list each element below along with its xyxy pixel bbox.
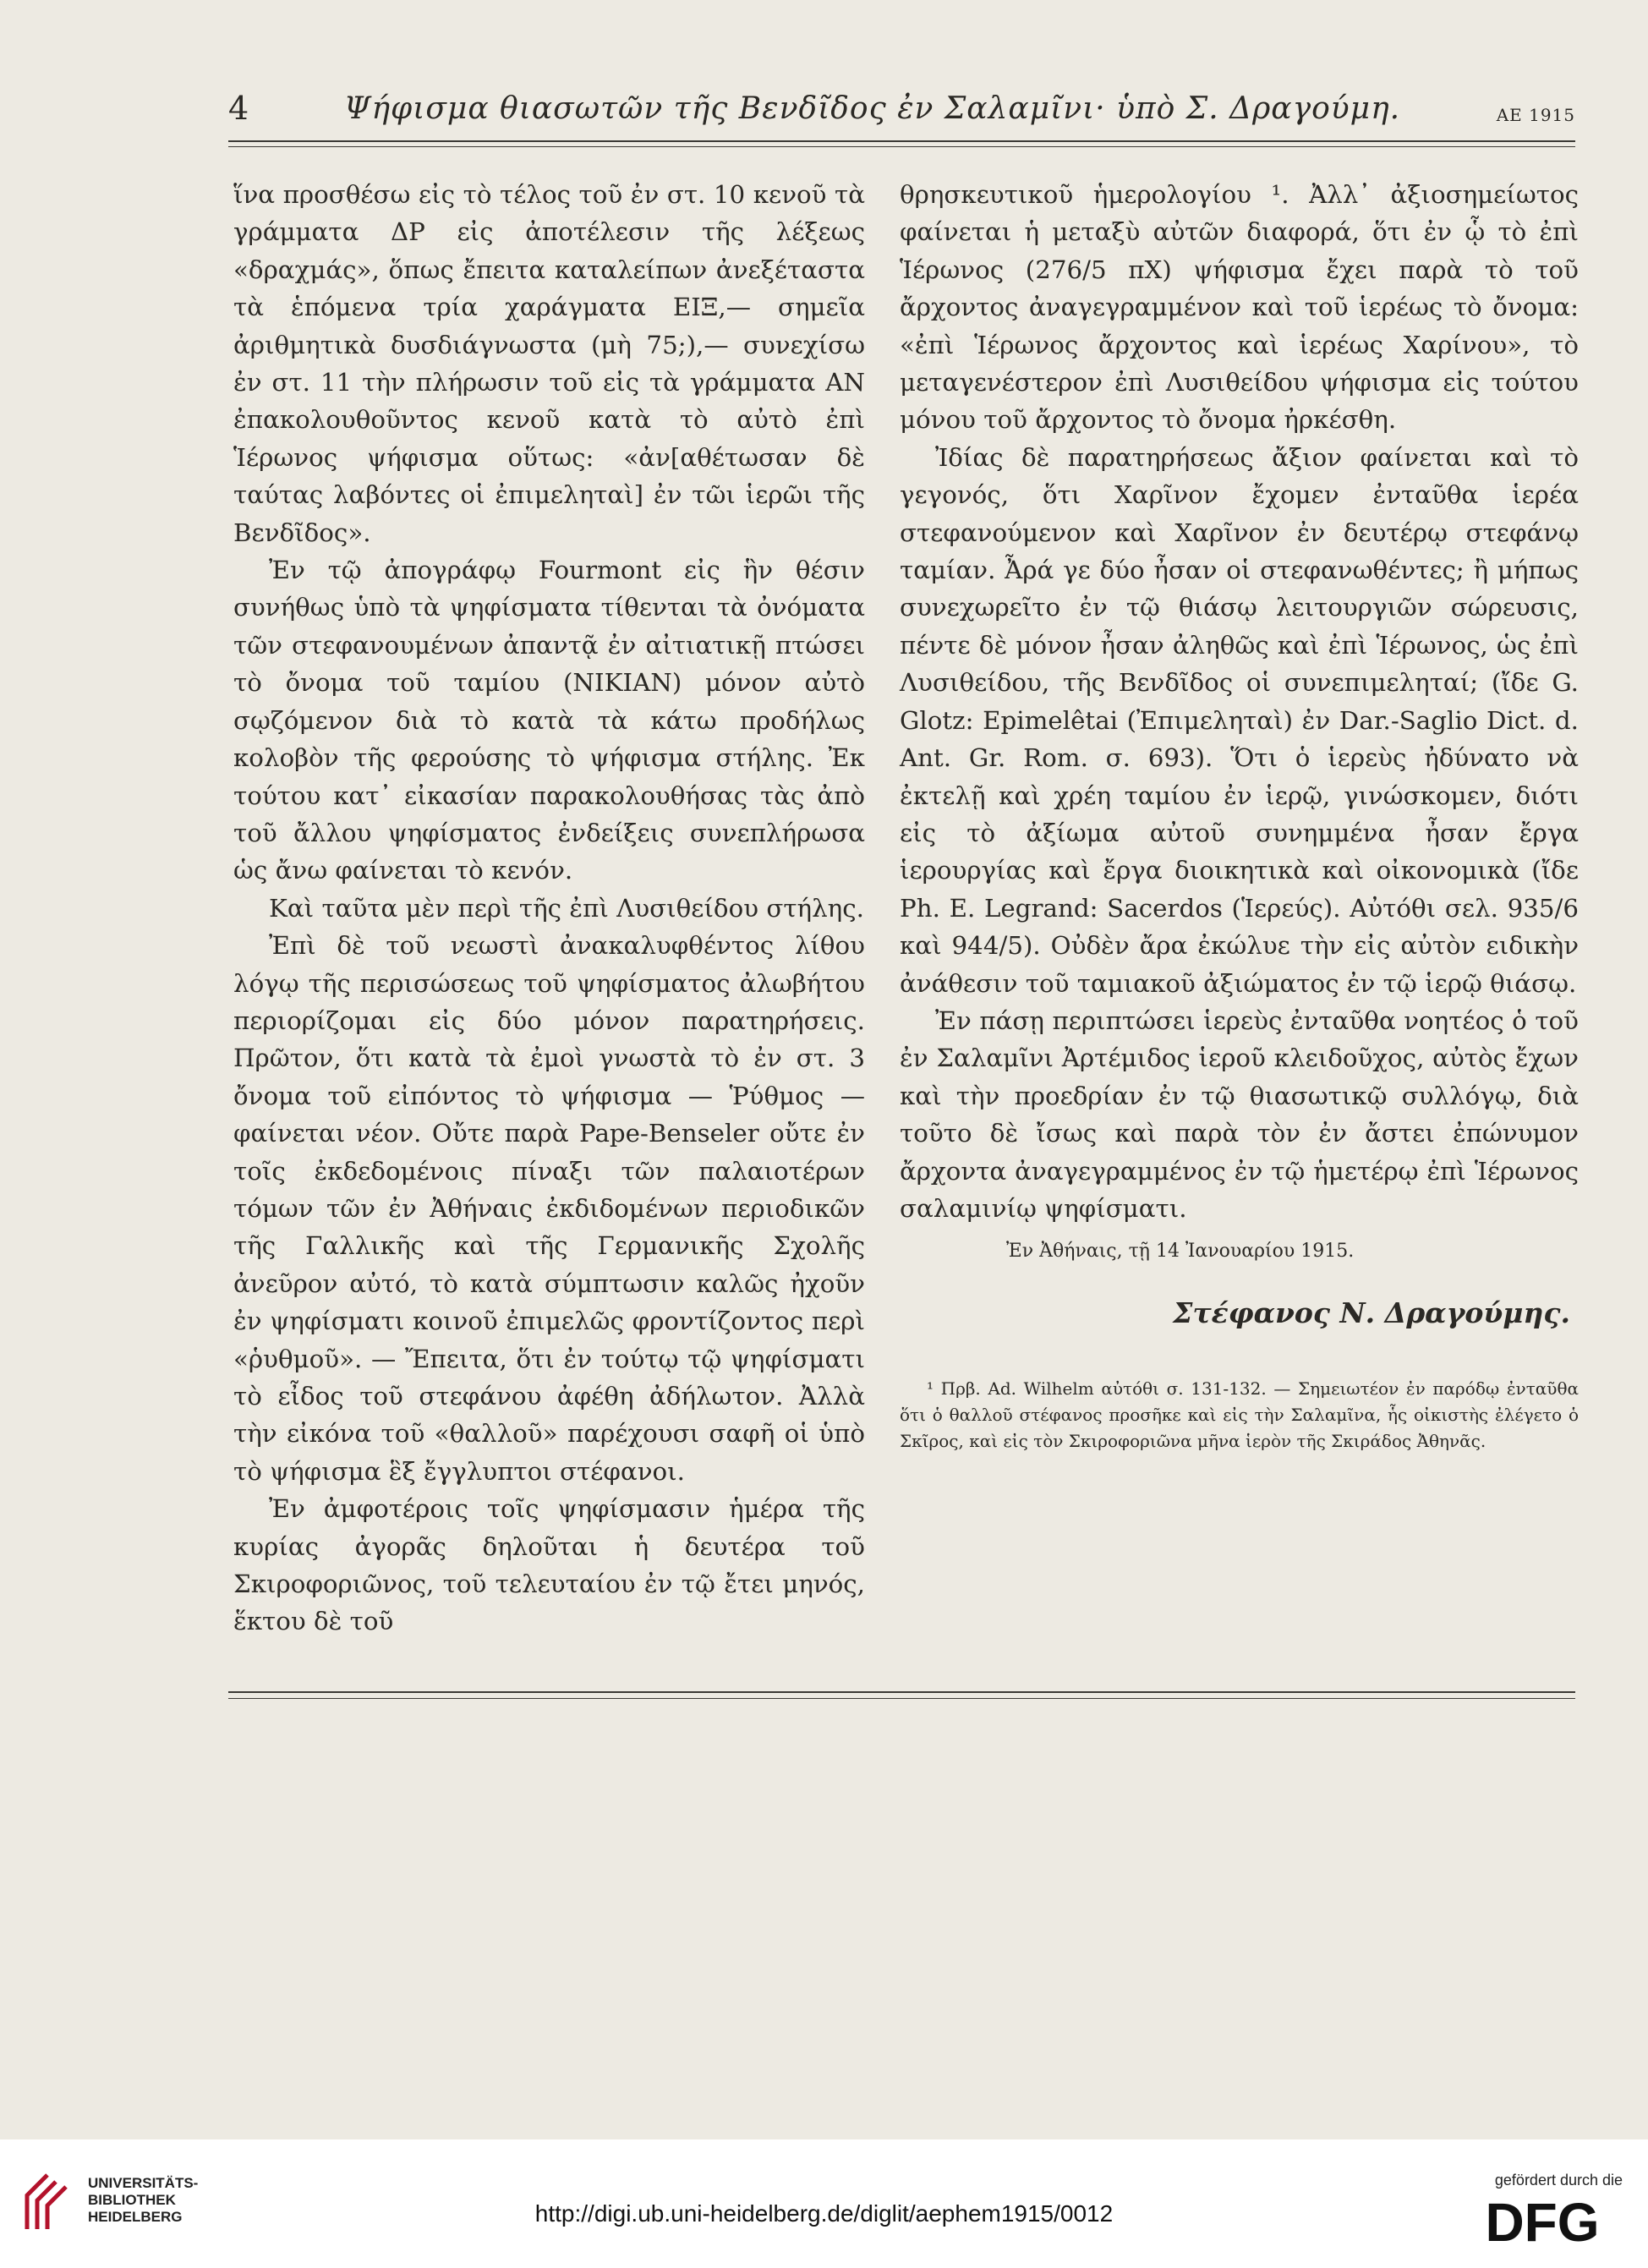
library-name-line: HEIDELBERG (88, 2209, 183, 2225)
footer-rule-thin (228, 1698, 1575, 1699)
header-rule (228, 140, 1575, 142)
dfg-logo-text: DFG (1485, 2194, 1600, 2248)
permalink-url[interactable]: http://digi.ub.uni-heidelberg.de/diglit/aephem1915/0012 (534, 2200, 1114, 2227)
footer-rule (228, 1691, 1575, 1693)
header-rule-thin (228, 146, 1575, 147)
paragraph: Ἰδίας δὲ παρατηρήσεως ἄξιον φαίνεται καὶ τὸ γεγονός, ὅτι Χαρῖνον ἔχομεν ἐνταῦθα ἱερέα στεφανούμενον καὶ Χαρῖνον ἐν δευτέρῳ στεφάνῳ ταμίαν. Ἆρά γε δύο ἦσαν οἱ στεφανωθέντες; ἢ μήπως συνεχωρεῖτο ἐν τῷ θιάσῳ λειτουργιῶν σώρευσις, πέντε δὲ μόνον ἦσαν ἀληθῶς καὶ ἐπὶ Ἱέρωνος, ὡς ἐπὶ Λυσιθείδου, τῆς Βενδῖδος οἱ συνεπιμεληταί; (ἴδε G. Glotz: Epimelêtai (Ἐπιμεληταὶ) ἐν Dar.-Saglio Dict. d. Ant. Gr. Rom. σ. 693). Ὅτι ὁ ἱερεὺς ἠδύνατο νὰ ἐκτελῇ καὶ χρέη ταμίου ἐν ἱερῷ, γινώσκομεν, διότι εἰς τὸ ἀξίωμα αὐτοῦ συνημμένα ἦσαν ἔργα ἱερουργίας καὶ ἔργα διοικητικὰ καὶ οἰκονομικὰ (ἴδε Ph. E. Legrand: Sacerdos (Ἱερεύς). Αὐτόθι σελ. 935/6 καὶ 944/5). Οὐδὲν ἄρα ἐκώλυε τὴν εἰς αὐτὸν ειδικὴν ἀνάθεσιν τοῦ ταμιακοῦ ἀξιώματος ἐν τῷ ἱερῷ θιάσῳ. (900, 442, 1579, 998)
funding-caption: gefördert durch die (1494, 2172, 1623, 2189)
digitization-footer (0, 2139, 1648, 2268)
footnote: ¹ Πρβ. Ad. Wilhelm αὐτόθι σ. 131-132. — Σημειωτέον ἐν παρόδῳ ἐνταῦθα ὅτι ὁ θαλλοῦ στέφανος προσῆκε καὶ εἰς τὴν Σαλαμῖνα, ἧς οἰκιστὴς ἐλέγετο ὁ Σκῖρος, καὶ εἰς τὸν Σκιροφοριῶνα μῆνα ἱερὸν τῆς Σκιράδος Ἀθηνᾶς. (900, 1378, 1579, 1452)
library-name-line: UNIVERSITÄTS- (88, 2175, 199, 2191)
page-header (228, 90, 1575, 132)
page-number: 4 (228, 90, 249, 127)
right-column (900, 176, 1579, 1454)
left-column (233, 176, 865, 1641)
paragraph: Ἐπὶ δὲ τοῦ νεωστὶ ἀνακαλυφθέντος λίθου λόγῳ τῆς περισώσεως τοῦ ψηφίσματος ἀλωβήτου περιορίζομαι εἰς δύο μόνον παρατηρήσεις. Πρῶτον, ὅτι κατὰ τὰ ἐμοὶ γνωστὰ τὸ ἐν στ. 3 ὄνομα τοῦ εἰπόντος τὸ ψήφισμα — Ῥύθμος — φαίνεται νέον. Οὔτε παρὰ Pape-Benseler οὔτε ἐν τοῖς ἐκδεδομένοις πίναξι τῶν παλαιοτέρων τόμων τῶν ἐν Ἀθήναις ἐκδιδομένων περιοδικῶν τῆς Γαλλικῆς καὶ τῆς Γερμανικῆς Σχολῆς ἀνεῦρον αὐτό, τὸ κατὰ σύμπτωσιν καλῶς ἠχοῦν ἐν ψηφίσματι κοινοῦ ἐπιμελῶς φροντίζοντος περὶ «ῥυθμοῦ». — Ἔπειτα, ὅτι ἐν τούτῳ τῷ ψηφίσματι τὸ εἶδος τοῦ στεφάνου ἀφέθη ἀδήλωτον. Ἀλλὰ τὴν εἰκόνα τοῦ «θαλλοῦ» παρέχουσι σαφῆ οἱ ὑπὸ τὸ ψήφισμα ἓξ ἔγγλυπτοι στέφανοι. (233, 931, 865, 1486)
dateline: Ἐν Ἀθήναις, τῇ 14 Ἰανουαρίου 1915. (1006, 1241, 1355, 1263)
paragraph: Ἐν ἀμφοτέροις τοῖς ψηφίσμασιν ἡμέρα τῆς κυρίας ἀγορᾶς δηλοῦται ἡ δευτέρα τοῦ Σκιροφοριῶνος, τοῦ τελευταίου ἐν τῷ ἔτει μηνός, ἕκτου δὲ τοῦ (233, 1494, 865, 1636)
journal-label: ΑΕ 1915 (1496, 105, 1575, 125)
library-name-line: BIBLIOTHEK (88, 2192, 176, 2208)
running-title: Ψήφισμα θιασωτῶν τῆς Βενδῖδος ἐν Σαλαμῖνι· ὑπὸ Σ. Δραγούμη. (343, 91, 1401, 126)
paragraph: Ἐν πάσῃ περιπτώσει ἱερεὺς ἐνταῦθα νοητέος ὁ τοῦ ἐν Σαλαμῖνι Ἀρτέμιδος ἱεροῦ κλειδοῦχος, αὐτὸς ἔχων καὶ τὴν προεδρίαν ἐν τῷ θιασωτικῷ συλλόγῳ, διὰ τοῦτο δὲ ἴσως καὶ παρὰ τὸν ἐν ἄστει ἐπώνυμον ἄρχοντα ἀναγεγραμμένος ἐν τῷ ἡμετέρῳ ἐπὶ Ἱέρωνος σαλαμινίῳ ψηφίσματι. (900, 1005, 1579, 1223)
author-signature: Στέφανος Ν. Δραγούμης. (1173, 1296, 1570, 1330)
paragraph: Καὶ ταῦτα μὲν περὶ τῆς ἐπὶ Λυσιθείδου στήλης. (269, 893, 864, 923)
paragraph: Ἐν τῷ ἀπογράφῳ Fourmont εἰς ἣν θέσιν συνήθως ὑπὸ τὰ ψηφίσματα τίθενται τὰ ὀνόματα τῶν στεφανουμένων ἀπαντᾷ ἐν αἰτιατικῇ πτώσει τὸ ὄνομα τοῦ ταμίου (ΝΙΚΙΑΝ) μόνον αὐτὸ σῳζόμενον διὰ τὸ κατὰ τὰ κάτω προδήλως κολοβὸν τῆς φερούσης τὸ ψήφισμα στήλης. Ἐκ τούτου κατ᾽ εἰκασίαν παρακολουθήσας τὰς ἀπὸ τοῦ ἄλλου ψηφίσματος ἐνδείξεις συνεπλήρωσα ὡς ἄνω φαίνεται τὸ κενόν. (233, 556, 865, 885)
dfg-logo-icon (1462, 2194, 1623, 2248)
paragraph: ἵνα προσθέσω εἰς τὸ τέλος τοῦ ἐν στ. 10 κενοῦ τὰ γράμματα ΔΡ εἰς ἀποτέλεσιν τῆς λέξεως «δραχμάς», ὅπως ἔπειτα καταλείπων ἀνεξέταστα τὰ ἑπόμενα τρία χαράγματα ΕΙΞ,— σημεῖα ἀριθμητικὰ δυσδιάγνωστα (μὴ 75;),— συνεχίσω ἐν στ. 11 τὴν πλήρωσιν τοῦ εἰς τὰ γράμματα ΑΝ ἐπακολουθοῦντος κενοῦ κατὰ τὸ αὐτὸ ἐπὶ Ἱέρωνος ψήφισμα οὕτως: «ἀν[αθέτωσαν δὲ ταύτας λαβόντες οἱ ἐπιμεληταὶ] ἐν τῶι ἱερῶι τῆς Βενδῖδος». (233, 180, 865, 547)
paragraph: θρησκευτικοῦ ἡμερολογίου ¹. Ἀλλ᾽ ἀξιοσημείωτος φαίνεται ἡ μεταξὺ αὐτῶν διαφορά, ὅτι ἐν ᾧ τὸ ἐπὶ Ἱέρωνος (276/5 πΧ) ψήφισμα ἔχει παρὰ τὸ τοῦ ἄρχοντος ἀναγεγραμμένον καὶ τοῦ ἱερέως τὸ ὄνομα: «ἐπὶ Ἱέρωνος ἄρχοντος καὶ ἱερέως Χαρίνου», τὸ μεταγενέστερον ἐπὶ Λυσιθείδου ψήφισμα εἰς τούτου μόνου τοῦ ἄρχοντος τὸ ὄνομα ἠρκέσθη. (900, 180, 1579, 435)
